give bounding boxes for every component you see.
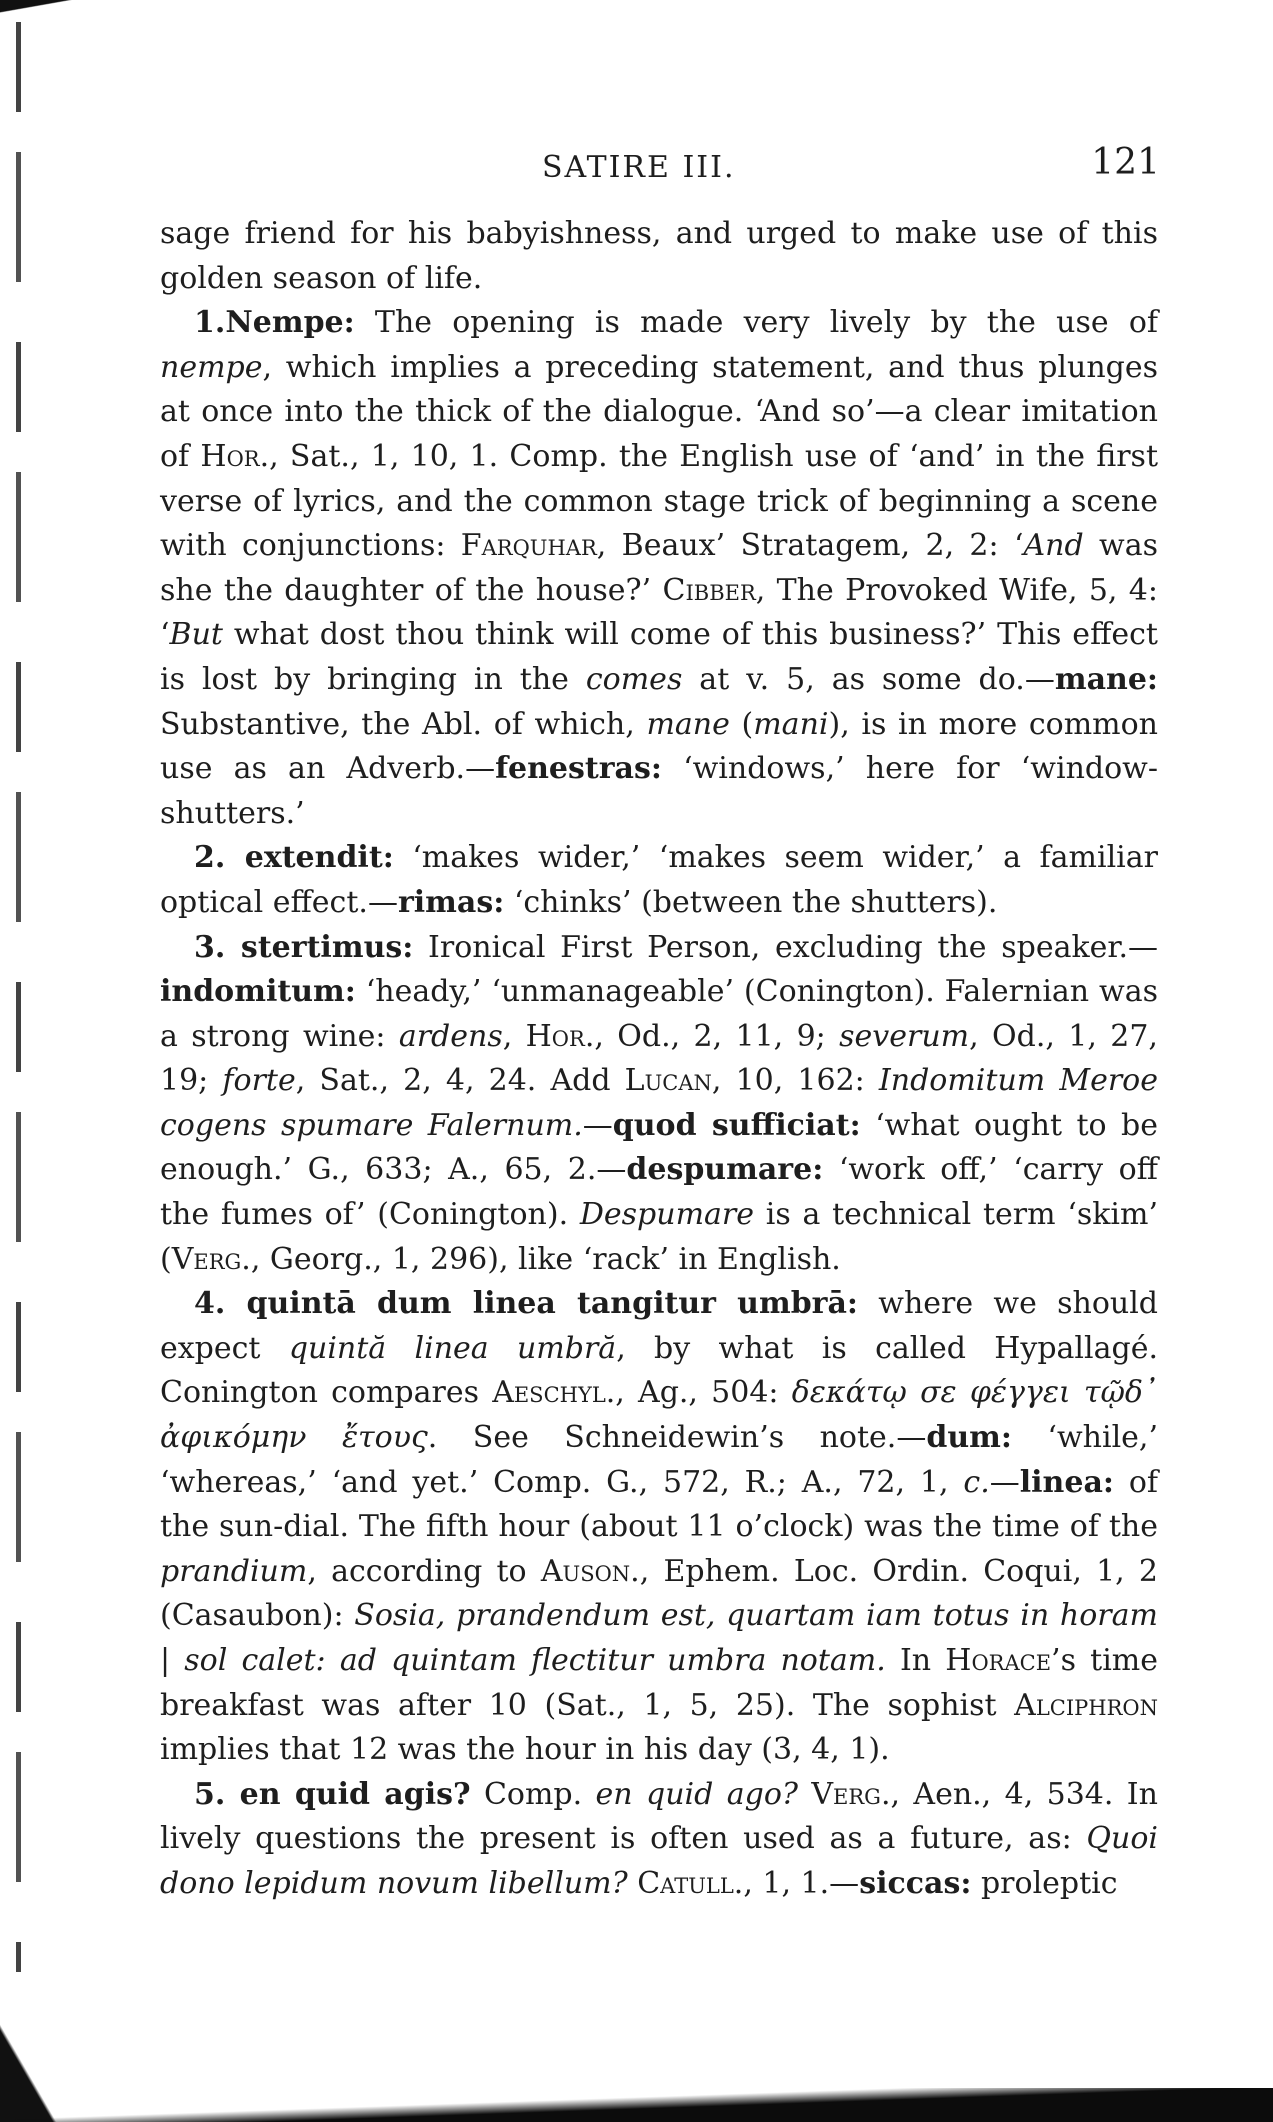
text-run: implies that 12 was the hour in his day (3, 4, 1).: [160, 1732, 890, 1768]
italic-text: nempe: [160, 349, 263, 385]
text-run: ‘while,’ ‘whereas,’ ‘and yet.’ Comp. G., 572, R.; A., 72, 1,: [160, 1420, 1158, 1500]
note-number: 2.: [194, 840, 226, 876]
text-run: , Ag., 504:: [615, 1375, 792, 1411]
text-run: of the sun-dial. The fifth hour (about 11 o’clock) was the time of the: [160, 1464, 1158, 1545]
italic-text: δεκάτῳ σε φέγγει τῷδ᾽ ἀφικόμην ἔτους: [160, 1375, 1158, 1456]
headword: linea:: [1019, 1464, 1114, 1500]
text-run: is a technical term ‘skim’ (: [160, 1197, 1158, 1277]
text-run: at v. 5, as some do.—: [682, 661, 1055, 697]
note-number: 4.: [194, 1286, 226, 1322]
note-1: [160, 301, 1158, 836]
text-run: Comp.: [470, 1776, 596, 1812]
text-run: [628, 1866, 638, 1901]
italic-text: Quoi dono lepidum novum libellum?: [160, 1821, 1158, 1901]
headword: stertimus:: [225, 929, 414, 965]
text-run: ‘chinks’ (between the shutters).: [504, 884, 998, 920]
italic-text: mani: [753, 706, 829, 742]
author-name: Cibber: [662, 572, 756, 608]
author-name: Aeschyl.: [492, 1375, 616, 1411]
text-run: , Aen., 4, 534. In lively questions the present is often used as a future, as:: [160, 1776, 1158, 1857]
text-run: , Od., 1, 27, 19;: [160, 1018, 1158, 1099]
author-name: Verg.: [171, 1241, 251, 1277]
author-name: Farquhar: [460, 528, 597, 564]
italic-text: forte: [222, 1063, 296, 1099]
text-run: —: [989, 1464, 1020, 1500]
italic-text: But: [169, 617, 223, 653]
italic-text: Despumare: [579, 1197, 755, 1233]
note-number: 3.: [194, 929, 226, 965]
text-run: [798, 1777, 811, 1812]
headword: quintā dum linea tangitur umbrā:: [225, 1286, 858, 1322]
text-run: Ironical First Person, excluding the speaker.—: [413, 929, 1158, 965]
text-run: what dost thou think will come of this business?’ This effect is lost by bringing in the: [160, 617, 1158, 697]
text-run: The opening is made very lively by the use of: [354, 305, 1158, 341]
note-5: [160, 1773, 1158, 1907]
text-run: ‘makes wider,’ ‘makes seem wider,’ a familiar optical effect.—: [160, 840, 1158, 920]
headword: Nempe:: [225, 305, 355, 341]
text-run: sage friend for his babyishness, and urged to make use of this golden season of life.: [160, 216, 1158, 296]
italic-text: comes: [585, 661, 683, 697]
commentary-text: [160, 212, 1158, 1907]
italic-text: c.: [963, 1464, 990, 1500]
author-name: Hor.: [525, 1018, 595, 1054]
author-name: Hor.: [200, 438, 270, 474]
italic-text: prandium: [160, 1553, 308, 1589]
text-run: ’s time breakfast was after 10 (Sat., 1, 5, 25). The sophist: [160, 1643, 1158, 1723]
text-run: . See Schneidewin’s note.—: [427, 1420, 927, 1456]
text-run: ‘heady,’ ‘unmanageable’ (Conington). Falernian was a strong wine:: [160, 974, 1158, 1054]
page-edge-bottom: [0, 2088, 1273, 2122]
author-name: Lucan: [624, 1063, 712, 1099]
headword: despumare:: [626, 1152, 824, 1188]
italic-text: Sosia, prandendum est, quartam iam totus in horam | sol calet: ad quintam flectitur umbra notam.: [160, 1598, 1158, 1678]
text-run: , Ephem. Loc. Ordin. Coqui, 1, 2 (Casaubon):: [160, 1553, 1158, 1634]
page-edge-top: [0, 0, 90, 38]
headword: en quid agis?: [225, 1776, 471, 1812]
text-run: was she the daughter of the house?’: [160, 528, 1158, 608]
text-run: , 1, 1.—: [743, 1865, 860, 1901]
paragraph-continuation: [160, 212, 1158, 301]
italic-text: en quid ago?: [595, 1776, 798, 1812]
running-header: [160, 142, 1160, 192]
text-run: , The Provoked Wife, 5, 4: ‘: [160, 572, 1158, 653]
text-run: ‘work off,’ ‘carry off the fumes of’ (Conington).: [160, 1152, 1158, 1233]
headword: quod sufficiat:: [612, 1107, 861, 1143]
note-number: 1.: [194, 305, 226, 341]
text-run: ,: [502, 1018, 526, 1054]
text-run: In: [885, 1643, 946, 1678]
note-3: [160, 926, 1158, 1283]
text-run: ‘what ought to be enough.’ G., 633; A., 65, 2.—: [160, 1107, 1158, 1188]
italic-text: ardens: [398, 1018, 503, 1054]
running-title: SATIRE III.: [542, 150, 736, 185]
author-name: Auson.: [540, 1553, 640, 1589]
italic-text: mane: [646, 706, 730, 742]
author-name: Horace: [945, 1643, 1052, 1678]
headword: fenestras:: [495, 751, 662, 787]
text-run: (: [729, 706, 754, 742]
text-run: —: [582, 1107, 613, 1143]
italic-text: quintă linea umbră: [288, 1330, 617, 1366]
headword: siccas:: [859, 1865, 972, 1901]
page-number: 121: [1091, 142, 1160, 183]
text-run: , Sat., 1, 10, 1. Comp. the English use of ‘and’ in the first verse of lyrics, and the common stage trick of beginning a scene with conjunctions:: [160, 438, 1159, 564]
author-name: Catull.: [637, 1865, 744, 1901]
author-name: Verg.: [811, 1776, 891, 1812]
page-edge-left: [16, 22, 21, 1972]
text-run: ‘windows,’ here for ‘window-shutters.’: [160, 751, 1158, 831]
text-run: , Georg., 1, 296), like ‘rack’ in English.: [250, 1241, 841, 1277]
italic-text: severum: [839, 1018, 970, 1054]
text-run: , by what is called Hypallagé. Conington compares: [160, 1330, 1158, 1411]
headword: dum:: [926, 1420, 1012, 1456]
headword: mane:: [1054, 661, 1158, 697]
italic-text: Indomitum Meroe cogens spumare Falernum.: [160, 1063, 1158, 1143]
text-run: , Beaux’ Stratagem, 2, 2: ‘: [596, 528, 1024, 564]
text-run: ), is in more common use as an Adverb.—: [160, 706, 1158, 787]
headword: rimas:: [397, 884, 505, 920]
text-run: , 10, 162:: [711, 1063, 879, 1099]
text-run: proleptic: [971, 1865, 1118, 1901]
text-run: , Od., 2, 11, 9;: [594, 1018, 840, 1054]
note-2: [160, 836, 1158, 925]
text-run: Substantive, the Abl. of which,: [160, 706, 647, 742]
note-4: [160, 1282, 1158, 1773]
italic-text: And: [1023, 528, 1084, 564]
text-run: , Sat., 2, 4, 24. Add: [295, 1063, 625, 1099]
headword: indomitum:: [160, 974, 356, 1010]
headword: extendit:: [225, 840, 394, 876]
note-number: 5.: [194, 1776, 226, 1812]
author-name: Alciphron: [1014, 1687, 1158, 1723]
text-run: where we should expect: [160, 1286, 1158, 1366]
text-run: , which implies a preceding statement, and thus plunges at once into the thick of the dialogue. ‘And so’—a clear imitation of: [160, 349, 1158, 474]
text-run: , according to: [307, 1553, 541, 1589]
